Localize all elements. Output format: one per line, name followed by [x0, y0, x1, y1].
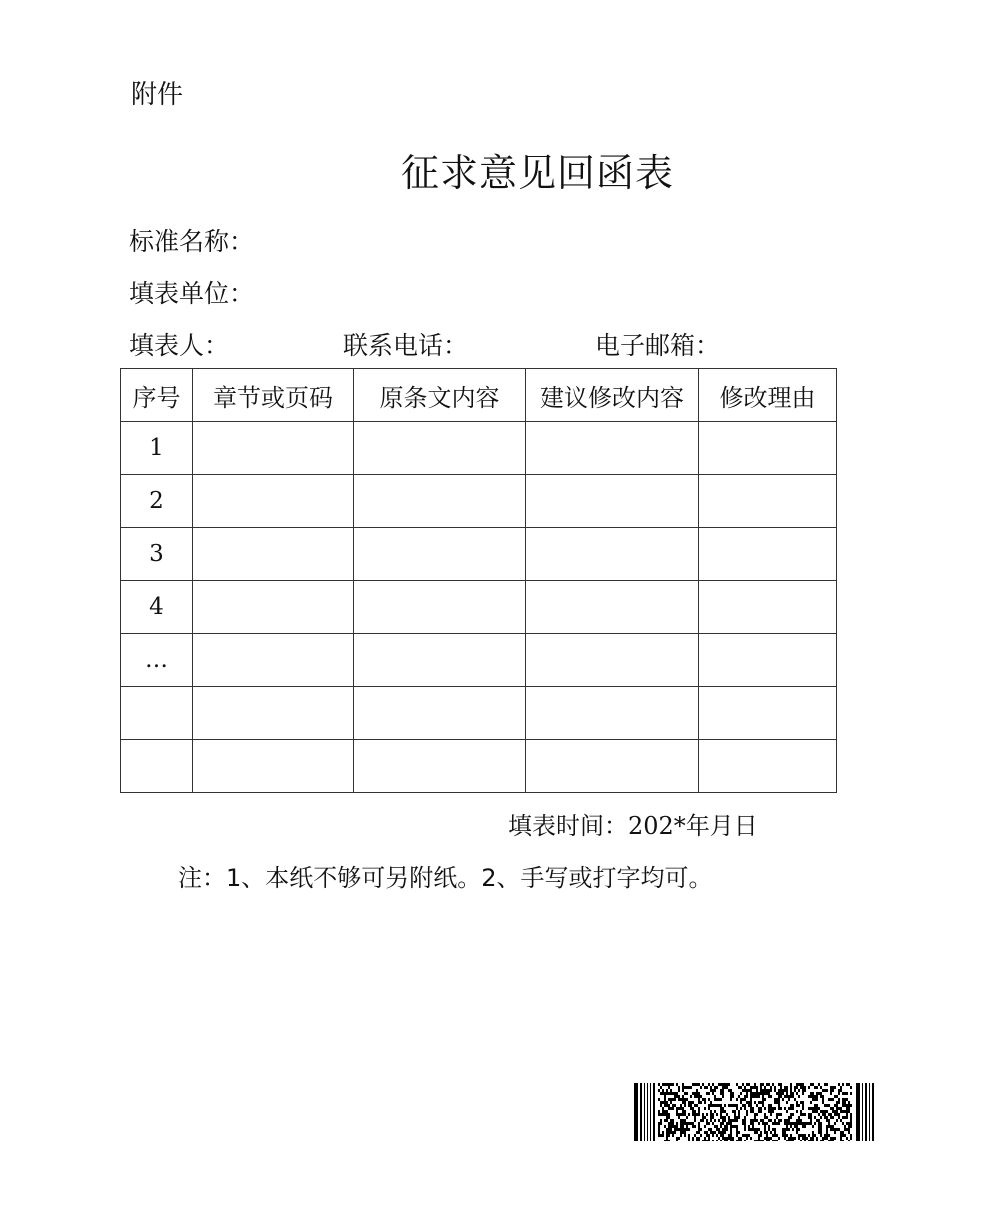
table-row: [121, 422, 837, 475]
standard-name-label: 标准名称：: [129, 227, 255, 256]
table-cell: [193, 687, 354, 740]
table-cell: [193, 581, 354, 634]
table-cell: [526, 475, 699, 528]
row-index-cell: [121, 740, 193, 793]
row-index-cell: 3: [121, 528, 193, 581]
row-index-cell: [121, 687, 193, 740]
fill-time: [508, 806, 758, 841]
table-cell: [354, 422, 526, 475]
row-index-cell: 2: [121, 475, 193, 528]
table-row: [121, 740, 837, 793]
table-cell: [354, 687, 526, 740]
table-row: [121, 581, 837, 634]
row-index-cell: 4: [121, 581, 193, 634]
phone-label: 联系电话：: [343, 331, 469, 360]
table-cell: [354, 475, 526, 528]
table-cell: [699, 422, 837, 475]
table-cell: [699, 528, 837, 581]
table-cell: [193, 634, 354, 687]
attachment-label: 附件: [131, 80, 184, 110]
table-cell: [354, 528, 526, 581]
table-cell: [193, 528, 354, 581]
table-cell: [354, 740, 526, 793]
row-index-cell: …: [121, 634, 193, 687]
email-label: 电子邮箱：: [595, 331, 721, 360]
feedback-table: [120, 368, 837, 793]
table-cell: [526, 740, 699, 793]
header-suggested-change: 建议修改内容: [526, 369, 699, 422]
table-cell: [354, 634, 526, 687]
page-title: 征求意见回函表: [400, 151, 674, 195]
table-row: [121, 528, 837, 581]
row-index-cell: 1: [121, 422, 193, 475]
table-cell: [193, 422, 354, 475]
fill-time-label: 填表时间：: [508, 812, 628, 840]
header-chapter-page: 章节或页码: [193, 369, 354, 422]
table-cell: [526, 422, 699, 475]
fill-time-suffix: 年月日: [685, 812, 758, 840]
header-reason: 修改理由: [699, 369, 837, 422]
table-cell: [526, 634, 699, 687]
table-row: [121, 475, 837, 528]
table-cell: [526, 528, 699, 581]
table-cell: [193, 740, 354, 793]
table-cell: [526, 581, 699, 634]
header-index: 序号: [121, 369, 193, 422]
table-cell: [354, 581, 526, 634]
table-cell: [699, 687, 837, 740]
person-label: 填表人：: [129, 331, 230, 360]
table-header-row: [121, 369, 837, 422]
barcode-icon: [634, 1083, 874, 1141]
unit-label: 填表单位：: [129, 279, 255, 308]
table-cell: [193, 475, 354, 528]
note-text: 注：1、本纸不够可另附纸。2、手写或打字均可。: [178, 864, 713, 892]
fill-time-year: 202*: [628, 812, 686, 840]
table-cell: [699, 581, 837, 634]
table-row: [121, 687, 837, 740]
table-cell: [699, 740, 837, 793]
table-row: [121, 634, 837, 687]
header-original-text: 原条文内容: [354, 369, 526, 422]
table-cell: [699, 475, 837, 528]
table-cell: [526, 687, 699, 740]
table-cell: [699, 634, 837, 687]
